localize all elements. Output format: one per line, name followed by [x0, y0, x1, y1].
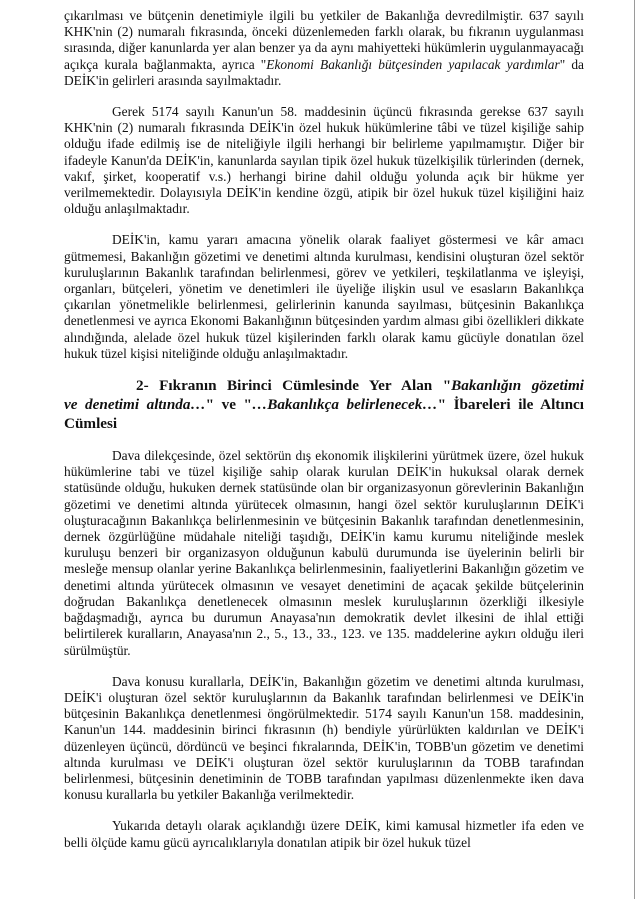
- section-heading-line-2: [64, 395, 584, 414]
- paragraph-1-italic-quote: Ekonomi Bakanlığı bütçesinden yapılacak yardımlar: [266, 56, 560, 72]
- heading-text: " ve ": [205, 396, 252, 414]
- document-body: [64, 8, 584, 851]
- section-heading-line-1: [64, 376, 584, 395]
- heading-text: " İbareleri ile Altıncı: [437, 396, 584, 414]
- heading-text: 2- Fıkranın Birinci Cümlesinde Yer Alan ": [136, 377, 452, 395]
- paragraph-1-text: çıkarılması ve bütçenin denetimiyle ilgili bu yetkiler de Bakanlığa devredilmiştir. 637 sayılı KHK'nin (2) numaralı fıkrasında, önceki düzenlemeden farklı olarak, bu fıkranın uygulanması sırasında, diğer kanunlarda yer alan benzer ya da aynı mahiyetteki hükümlerin uygulanmayacağı açıkça kurala bağlanmakta, ayrıca ": [64, 8, 584, 72]
- paragraph-5: Dava konusu kurallarla, DEİK'in, Bakanlığın gözetim ve denetimi altında kurulması, DEİK'i oluşturan özel sektör kuruluşlarının da Bakanlık tarafından belirlenmesi ve DEİK'in bütçesinin Bakanlıkça denetlenmesi öngörülmektedir. 5174 sayılı Kanun'un 158. maddesinin, Kanun'un 144. maddesinin birinci fıkrasının (h) bendiyle yürürlükten kaldırılan ve DEİK'i düzenleyen üçüncü, dördüncü ve beşinci fıkralarında, DEİK'in, TOBB'un gözetim ve denetimi altında kurulması ve DEİK'i oluşturan özel sektör kuruluşlarının da TOBB tarafından belirlenmesi, bütçesinin denetiminin de TOBB tarafından yapılması düzenlenmekte iken dava konusu kurallarla bu yetkiler Bakanlığa verilmektedir.: [64, 673, 584, 803]
- heading-italic-quote: Bakanlığın gözetimi: [451, 377, 584, 395]
- section-heading-line-3: Cümlesi: [64, 415, 118, 433]
- section-heading: [64, 376, 584, 433]
- heading-italic-quote: ve denetimi altında…: [64, 396, 206, 414]
- paragraph-1-text-end: " da DEİK'in gelirleri arasında sayılmaktadır.: [64, 56, 584, 88]
- paragraph-4: Dava dilekçesinde, özel sektörün dış ekonomik ilişkilerini yürütmek üzere, özel hukuk hükümlerine tabi ve tüzel kişiliğe sahip olarak kurulan DEİK'in hukuksal olarak dernek statüsünde olduğu, hukuken dernek statüsünde olan bir organizasyonun görevlerinin Bakanlığın gözetimi ve denetimi altında yürütecek olmasının, hangi özel sektör kuruluşlarının DEİK'i oluşturacağının Bakanlıkça belirlenmesinin ve bütçesinin Bakanlık tarafından denetlenmesinin, dernek özgürlüğüne müdahale niteliği taşıdığı, DEİK'in kamu kurumu niteliğinde meslek kuruluşu benzeri bir organizasyon olduğunun kabulü durumunda ise üyelerinin belirli bir mesleğe mensup olanlar yerine Bakanlıkça belirlenmesinin, faaliyetlerini Bakanlığın gözetim ve denetimi altında yürütecek olmasının ve vesayet denetimini de açacak şekilde bütçelerinin doğrudan Bakanlıkça denetlenecek olmasının meslek kuruluşlarının özerkliği ilkesiyle bağdaşmadığı, ayrıca bu durumun Anayasa'nın demokratik devlet ilkesini de ihlal ettiği belirtilerek kuralların, Anayasa'nın 2., 5., 13., 33., 123. ve 135. maddelerine aykırı olduğu ileri sürülmüştür.: [64, 448, 584, 658]
- paragraph-6: Yukarıda detaylı olarak açıklandığı üzere DEİK, kimi kamusal hizmetler ifa eden ve belli ölçüde kamu gücü ayrıcalıklarıyla donatılan atipik bir özel hukuk tüzel: [64, 818, 584, 850]
- paragraph-1: [64, 8, 584, 89]
- heading-italic-quote: …Bakanlıkça belirlenecek…: [252, 396, 438, 414]
- paragraph-3: DEİK'in, kamu yararı amacına yönelik olarak faaliyet göstermesi ve kâr amacı gütmemesi, Bakanlığın gözetimi ve denetimi altında kurulması, kendisini oluşturan özel sektör kuruluşlarının Bakanlık tarafından belirlenmesi, görev ve yetkileri, teşkilatlanma ve işleyişi, organları, bütçeleri, yönetim ve denetimleri ile üyeliğe ilişkin usul ve esasların Bakanlıkça çıkarılan yönetmelikle belirlenmesi, gelirlerinin kanunda sayılması, bütçesinin Bakanlıkça denetlenmesi ve ayrıca Ekonomi Bakanlığının bütçesinden yardım alması gibi özellikleri dikkate alındığında, alelade özel hukuk tüzel kişilerinden farklı olarak kamu gücüyle donatılan özel hukuk tüzel kişisi niteliğinde olduğu anlaşılmaktadır.: [64, 232, 584, 361]
- paragraph-2: Gerek 5174 sayılı Kanun'un 58. maddesinin üçüncü fıkrasında gerekse 637 sayılı KHK'nin (2) numaralı fıkrasında DEİK'in özel hukuk hükümlerine tâbi ve tüzel kişiliğe sahip olduğu ifade edilmiş ise de niteliğiyle ilgili herhangi bir belirleme yapılmamıştır. Diğer bir ifadeyle Kanun'da DEİK'in, kanunlarda sayılan tipik özel hukuk tüzelkişilik türlerinden (dernek, vakıf, şirket, kooperatif v.s.) herhangi birine dahil olduğu yolunda açık bir hükme yer verilmemektedir. Dolayısıyla DEİK'in kendine özgü, atipik bir özel hukuk tüzel kişiliğini haiz olduğu anlaşılmaktadır.: [64, 104, 584, 217]
